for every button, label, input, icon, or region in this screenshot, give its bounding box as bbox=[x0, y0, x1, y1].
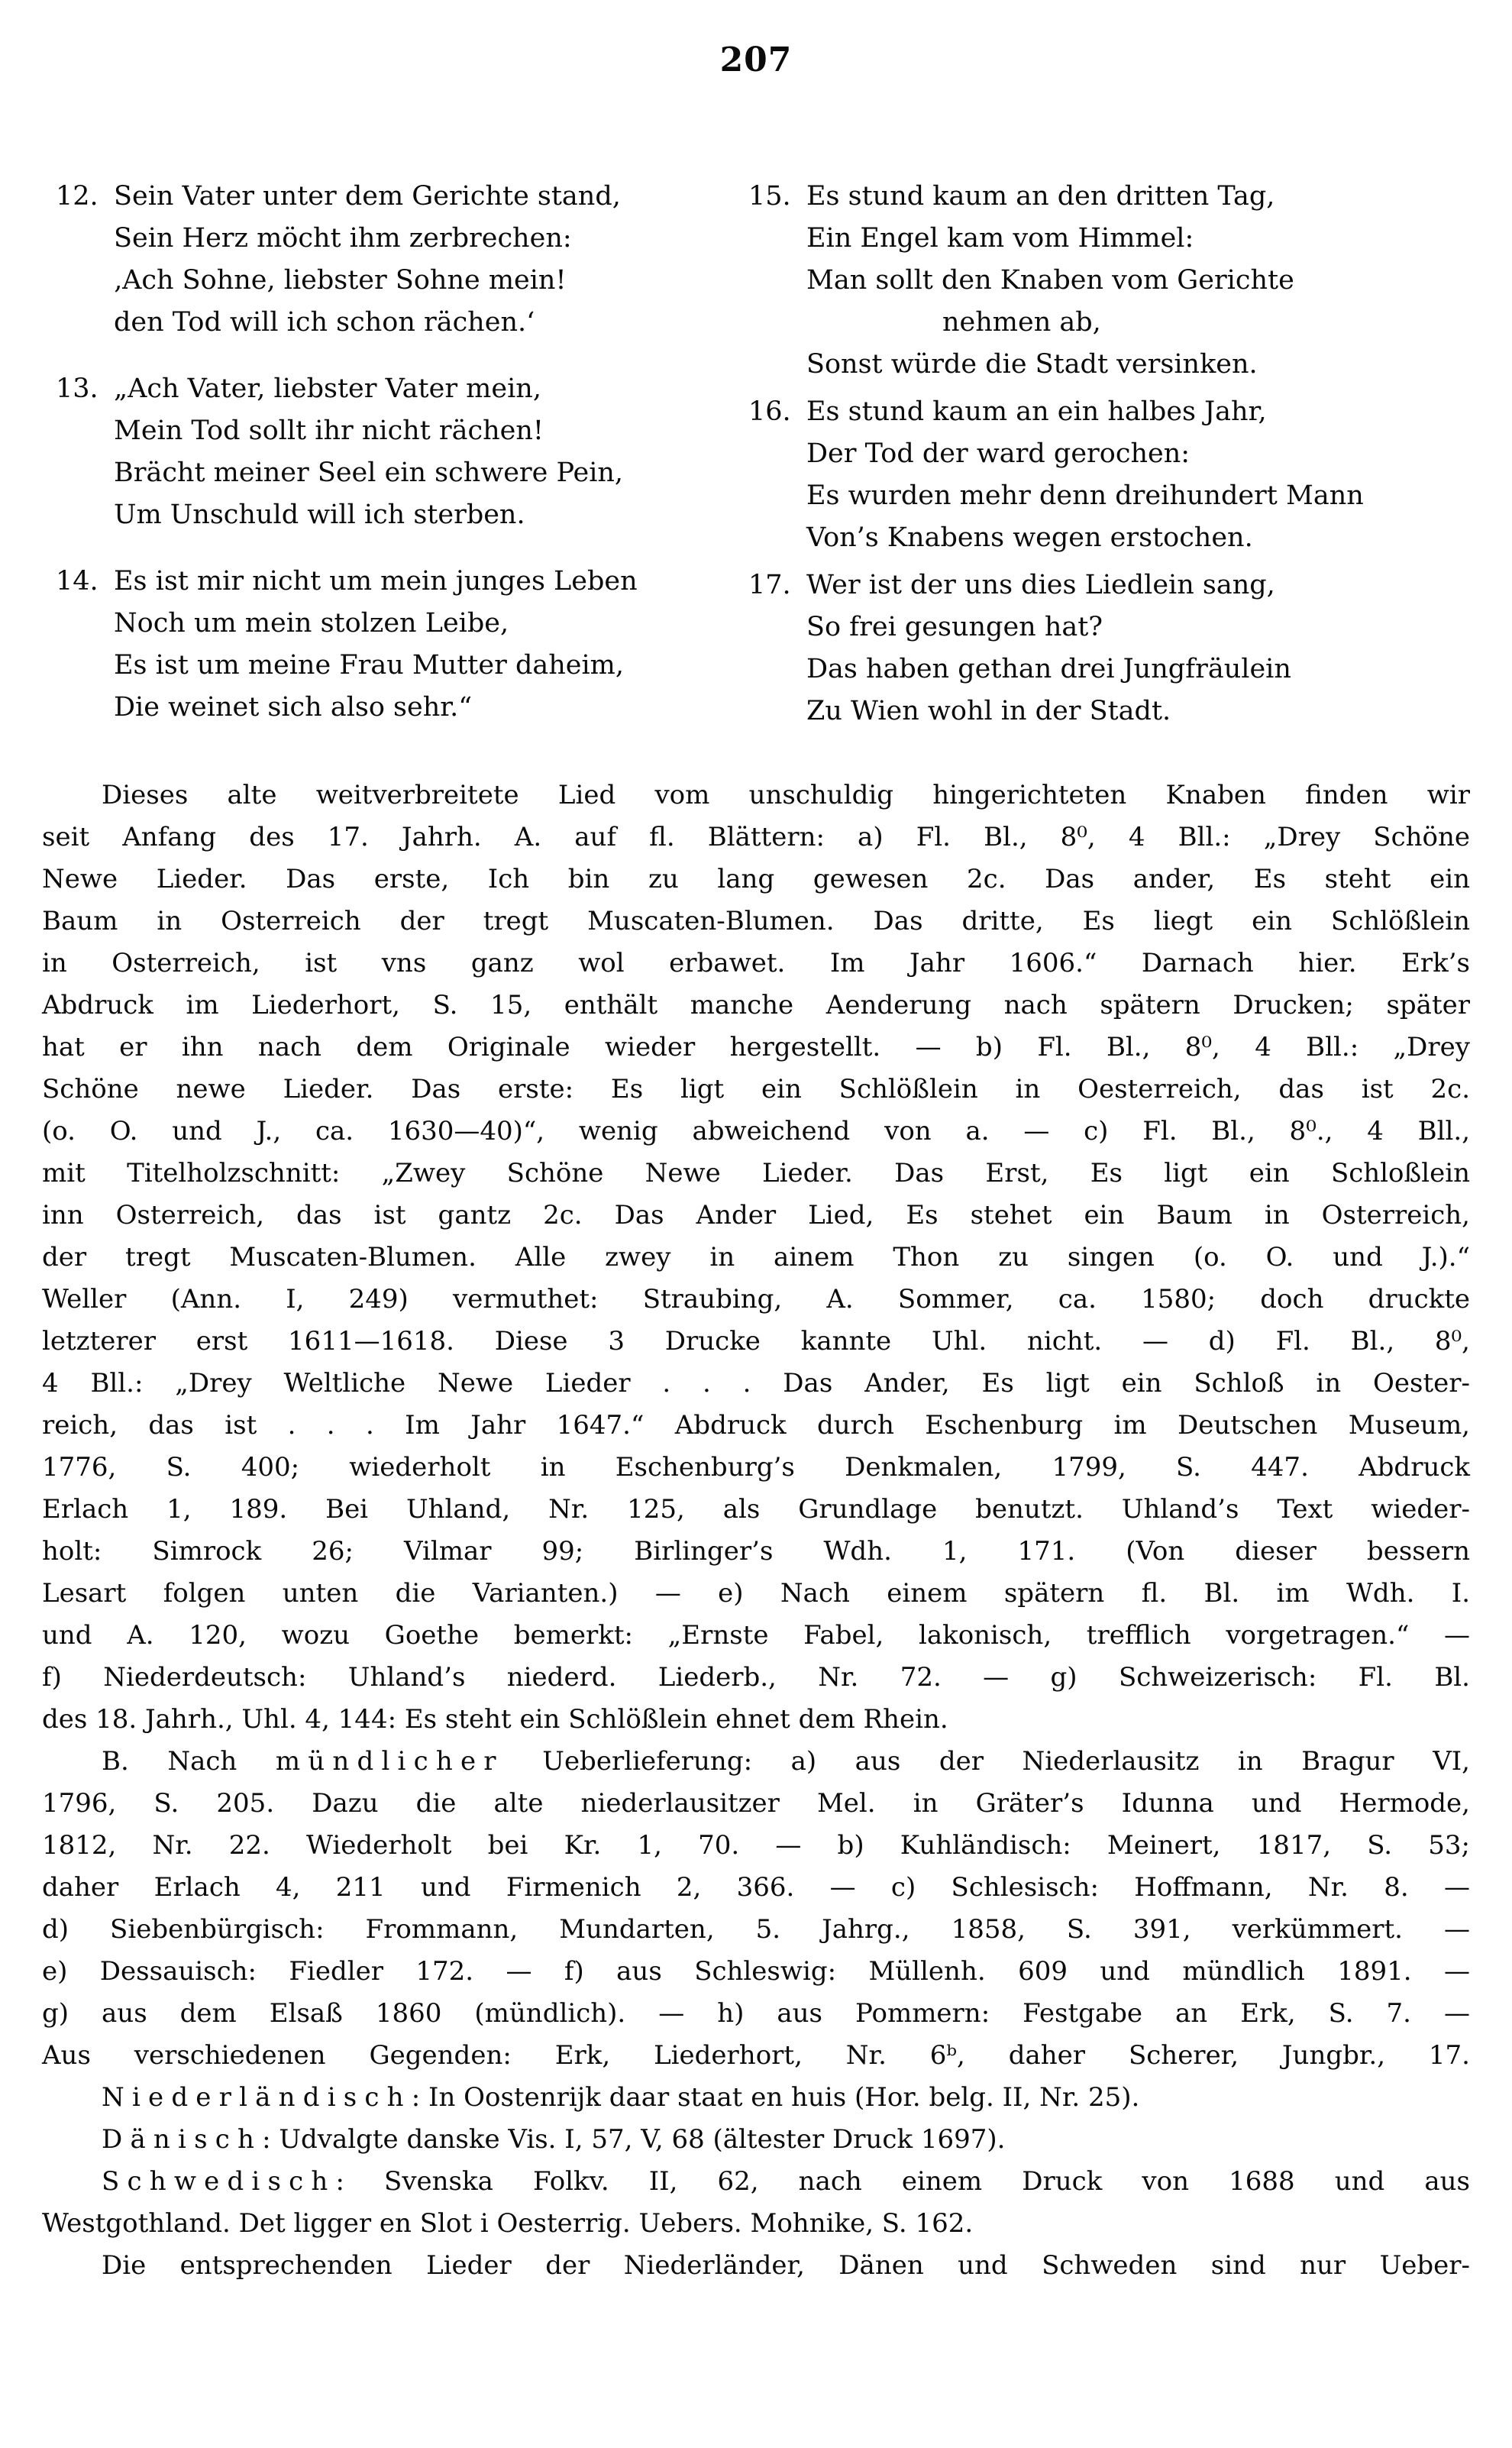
prose-line: Baum in Osterreich der tregt Muscaten-Blumen. Das dritte, Es liegt ein Schlößlein bbox=[42, 906, 1470, 936]
verse-column-right bbox=[748, 176, 1470, 738]
verse-line: Von’s Knabens wegen erstochen. bbox=[806, 522, 1253, 553]
verse-line: den Tod will ich schon rächen.‘ bbox=[114, 307, 535, 338]
prose-line: der tregt Muscaten-Blumen. Alle zwey in ainem Thon zu singen (o. O. und J.).“ bbox=[42, 1242, 1470, 1273]
prose-line: mit Titelholzschnitt: „Zwey Schöne Newe Lieder. Das Erst, Es ligt ein Schloßlein bbox=[42, 1158, 1470, 1188]
prose-line: Dieses alte weitverbreitete Lied vom unschuldig hingerichteten Knaben finden wir bbox=[102, 780, 1470, 810]
verse-line: Sein Vater unter dem Gerichte stand, bbox=[114, 181, 621, 212]
prose-line: inn Osterreich, das ist gantz 2c. Das Ander Lied, Es stehet ein Baum in Osterreich, bbox=[42, 1200, 1470, 1230]
verse-line: nehmen ab, bbox=[942, 307, 1101, 338]
verse-line: Brächt meiner Seel ein schwere Pein, bbox=[114, 458, 624, 488]
stanza-number: 14. bbox=[56, 566, 99, 597]
stanza-13 bbox=[56, 368, 733, 536]
prose-line: seit Anfang des 17. Jahrh. A. auf fl. Blättern: a) Fl. Bl., 8⁰, 4 Bll.: „Drey Schöne bbox=[42, 822, 1470, 852]
stanza-lines bbox=[806, 391, 1470, 559]
b-rest: Ueberlieferung: a) aus der Niederlausitz in Bragur VI, bbox=[503, 1746, 1470, 1777]
prose-line: 4 Bll.: „Drey Weltliche Newe Lieder . . . Das Ander, Es ligt ein Schloß in Oester- bbox=[42, 1368, 1470, 1399]
spaced-word: Dänisch bbox=[102, 2124, 263, 2155]
stanza-15 bbox=[748, 176, 1470, 386]
stanza-lines bbox=[114, 176, 733, 344]
stanza-number: 15. bbox=[748, 181, 791, 212]
stanza-lines bbox=[806, 564, 1470, 732]
stanza-17 bbox=[748, 564, 1470, 732]
prose-line: holt: Simrock 26; Vilmar 99; Birlinger’s Wdh. 1, 171. (Von dieser bessern bbox=[42, 1536, 1470, 1567]
verse-line: Um Unschuld will ich sterben. bbox=[114, 500, 525, 530]
verse-line: Es wurden mehr denn dreihundert Mann bbox=[806, 480, 1364, 511]
stanza-16 bbox=[748, 391, 1470, 559]
prose-line: 1776, S. 400; wiederholt in Eschenburg’s Denkmalen, 1799, S. 447. Abdruck bbox=[42, 1452, 1470, 1483]
entry-text: : In Oostenrijk daar staat en huis (Hor. belg. II, Nr. 25). bbox=[411, 2082, 1140, 2113]
verse-line: Sonst würde die Stadt versinken. bbox=[806, 349, 1258, 380]
verse-line: Es stund kaum an den dritten Tag, bbox=[806, 181, 1275, 212]
verse-line: ‚Ach Sohne, liebster Sohne mein! bbox=[114, 265, 567, 296]
spaced-word: Niederländisch bbox=[102, 2082, 412, 2113]
prose-line: Newe Lieder. Das erste, Ich bin zu lang gewesen 2c. Das ander, Es steht ein bbox=[42, 864, 1470, 894]
verse-line: Wer ist der uns dies Liedlein sang, bbox=[806, 570, 1275, 600]
prose-line: g) aus dem Elsaß 1860 (mündlich). — h) aus Pommern: Festgabe an Erk, S. 7. — bbox=[42, 1998, 1470, 2029]
prose-line: daher Erlach 4, 211 und Firmenich 2, 366. — c) Schlesisch: Hoffmann, Nr. 8. — bbox=[42, 1872, 1470, 1903]
prose-line: 1796, S. 205. Dazu die alte niederlausitzer Mel. in Gräter’s Idunna und Hermode, bbox=[42, 1788, 1470, 1819]
prose-line: Aus verschiedenen Gegenden: Erk, Liederhort, Nr. 6ᵇ, daher Scherer, Jungbr., 17. bbox=[42, 2040, 1470, 2071]
verse-column-left bbox=[42, 176, 733, 738]
stanza-number: 16. bbox=[748, 396, 791, 427]
verse-line: Es ist mir nicht um mein junges Leben bbox=[114, 566, 638, 597]
entry-continuation: Westgothland. Det ligger en Slot i Oesterrig. Uebers. Mohnike, S. 162. bbox=[42, 2208, 974, 2239]
stanza-lines bbox=[806, 176, 1470, 386]
stanza-number: 17. bbox=[748, 570, 791, 600]
stanza-number: 13. bbox=[56, 374, 99, 404]
prose-line: Schöne newe Lieder. Das erste: Es ligt ein Schlößlein in Oesterreich, das ist 2c. bbox=[42, 1074, 1470, 1104]
verse-line: „Ach Vater, liebster Vater mein, bbox=[114, 374, 541, 404]
stanza-lines bbox=[114, 368, 733, 536]
entry-text: : Svenska Folkv. II, 62, nach einem Druck von 1688 und aus bbox=[335, 2166, 1470, 2197]
verse-section bbox=[42, 176, 1470, 738]
prose-line: f) Niederdeutsch: Uhland’s niederd. Liederb., Nr. 72. — g) Schweizerisch: Fl. Bl. bbox=[42, 1662, 1470, 1693]
entry-schwedisch bbox=[42, 2161, 1470, 2203]
commentary-section bbox=[42, 774, 1470, 2287]
entry-niederlaendisch bbox=[42, 2077, 1470, 2119]
stanza-number: 12. bbox=[56, 181, 99, 212]
prose-line-b-heading bbox=[42, 1741, 1470, 1783]
prose-line: Abdruck im Liederhort, S. 15, enthält manche Aenderung nach spätern Drucken; später bbox=[42, 990, 1470, 1020]
verse-line: So frei gesungen hat? bbox=[806, 612, 1103, 642]
closing-paragraph-line: Die entsprechenden Lieder der Niederländer, Dänen und Schweden sind nur Ueber- bbox=[102, 2250, 1470, 2281]
prose-line: 1812, Nr. 22. Wiederholt bei Kr. 1, 70. — b) Kuhländisch: Meinert, 1817, S. 53; bbox=[42, 1830, 1470, 1861]
prose-line: Lesart folgen unten die Varianten.) — e) Nach einem spätern fl. Bl. im Wdh. I. bbox=[42, 1578, 1470, 1609]
verse-line: Es stund kaum an ein halbes Jahr, bbox=[806, 396, 1267, 427]
verse-line: Der Tod der ward gerochen: bbox=[806, 438, 1191, 469]
verse-line: Die weinet sich also sehr.“ bbox=[114, 692, 473, 723]
prose-line: Weller (Ann. I, 249) vermuthet: Straubing, A. Sommer, ca. 1580; doch druckte bbox=[42, 1284, 1470, 1315]
prose-line: Erlach 1, 189. Bei Uhland, Nr. 125, als Grundlage benutzt. Uhland’s Text wieder- bbox=[42, 1494, 1470, 1525]
verse-line: Das haben gethan drei Jungfräulein bbox=[806, 654, 1291, 684]
entry-text: : Udvalgte danske Vis. I, 57, V, 68 (ältester Druck 1697). bbox=[262, 2124, 1006, 2155]
prose-line: d) Siebenbürgisch: Frommann, Mundarten, 5. Jahrg., 1858, S. 391, verkümmert. — bbox=[42, 1914, 1470, 1945]
prose-line: des 18. Jahrh., Uhl. 4, 144: Es steht ein Schlößlein ehnet dem Rhein. bbox=[42, 1704, 948, 1735]
prose-line: in Osterreich, ist vns ganz wol erbawet. Im Jahr 1606.“ Darnach hier. Erk’s bbox=[42, 948, 1470, 978]
verse-line: Zu Wien wohl in der Stadt. bbox=[806, 696, 1171, 726]
prose-line: e) Dessauisch: Fiedler 172. — f) aus Schleswig: Müllenh. 609 und mündlich 1891. — bbox=[42, 1956, 1470, 1987]
stanza-14 bbox=[56, 561, 733, 729]
verse-line: Es ist um meine Frau Mutter daheim, bbox=[114, 650, 624, 681]
spaced-word: mündlicher bbox=[275, 1746, 504, 1777]
prose-line: reich, das ist . . . Im Jahr 1647.“ Abdruck durch Eschenburg im Deutschen Museum, bbox=[42, 1410, 1470, 1441]
prose-line: letzterer erst 1611—1618. Diese 3 Drucke kannte Uhl. nicht. — d) Fl. Bl., 8⁰, bbox=[42, 1326, 1470, 1357]
b-label: B. Nach bbox=[102, 1746, 276, 1777]
verse-line: Mein Tod sollt ihr nicht rächen! bbox=[114, 416, 544, 446]
prose-line: hat er ihn nach dem Originale wieder hergestellt. — b) Fl. Bl., 8⁰, 4 Bll.: „Drey bbox=[42, 1032, 1470, 1062]
stanza-12 bbox=[56, 176, 733, 344]
prose-line: (o. O. und J., ca. 1630—40)“, wenig abweichend von a. — c) Fl. Bl., 8⁰., 4 Bll., bbox=[42, 1116, 1470, 1146]
page-number: 207 bbox=[719, 40, 793, 79]
verse-line: Sein Herz möcht ihm zerbrechen: bbox=[114, 223, 572, 254]
spaced-word: Schwedisch bbox=[102, 2166, 336, 2197]
entry-daenisch bbox=[42, 2119, 1470, 2161]
verse-line: Man sollt den Knaben vom Gerichte bbox=[806, 265, 1294, 296]
verse-line: Ein Engel kam vom Himmel: bbox=[806, 223, 1194, 254]
verse-line: Noch um mein stolzen Leibe, bbox=[114, 608, 509, 639]
stanza-lines bbox=[114, 561, 733, 729]
prose-line: und A. 120, wozu Goethe bemerkt: „Ernste Fabel, lakonisch, trefflich vorgetragen.“ — bbox=[42, 1620, 1470, 1651]
